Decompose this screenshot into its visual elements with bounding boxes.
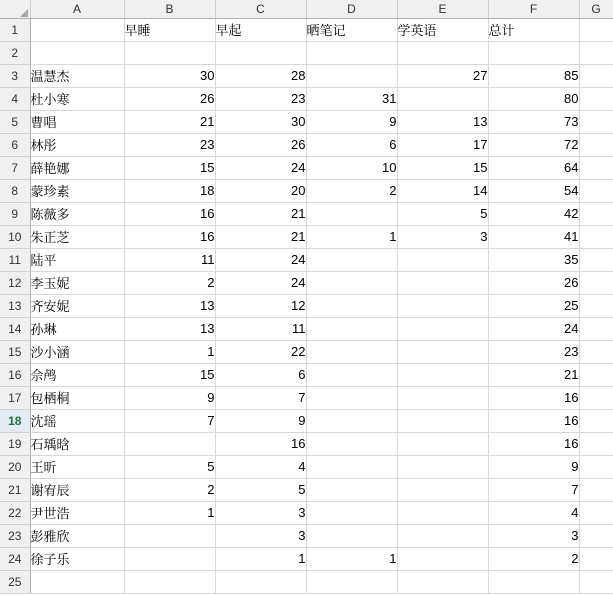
cell-g21[interactable] (579, 478, 613, 501)
cell-c13[interactable]: 12 (215, 294, 306, 317)
cell-c7[interactable]: 24 (215, 156, 306, 179)
cell-a9[interactable]: 陈薇多 (30, 202, 124, 225)
column-header-e[interactable]: E (397, 0, 488, 18)
table-row[interactable] (0, 271, 613, 294)
cell-c25[interactable] (215, 570, 306, 593)
cell-c14[interactable]: 11 (215, 317, 306, 340)
cell-d3[interactable] (306, 64, 397, 87)
column-header-c[interactable]: C (215, 0, 306, 18)
cell-f18[interactable]: 16 (488, 409, 579, 432)
row-header-1[interactable]: 1 (0, 18, 30, 41)
cell-f2[interactable] (488, 41, 579, 64)
cell-g8[interactable] (579, 179, 613, 202)
cell-g12[interactable] (579, 271, 613, 294)
column-header-g[interactable]: G (579, 0, 613, 18)
cell-e2[interactable] (397, 41, 488, 64)
cell-b9[interactable]: 16 (124, 202, 215, 225)
cell-f16[interactable]: 21 (488, 363, 579, 386)
cell-b17[interactable]: 9 (124, 386, 215, 409)
column-header-f[interactable]: F (488, 0, 579, 18)
table-row[interactable] (0, 409, 613, 432)
cell-d17[interactable] (306, 386, 397, 409)
cell-f12[interactable]: 26 (488, 271, 579, 294)
row-header-5[interactable]: 5 (0, 110, 30, 133)
cell-d23[interactable] (306, 524, 397, 547)
cell-f22[interactable]: 4 (488, 501, 579, 524)
cell-g17[interactable] (579, 386, 613, 409)
table-row[interactable] (0, 386, 613, 409)
cell-c9[interactable]: 21 (215, 202, 306, 225)
row-header-23[interactable]: 23 (0, 524, 30, 547)
table-row[interactable] (0, 570, 613, 593)
row-header-18[interactable]: 18 (0, 409, 30, 432)
cell-a22[interactable]: 尹世浩 (30, 501, 124, 524)
cell-g13[interactable] (579, 294, 613, 317)
cell-a19[interactable]: 石瑀晗 (30, 432, 124, 455)
cell-c3[interactable]: 28 (215, 64, 306, 87)
cell-b3[interactable]: 30 (124, 64, 215, 87)
row-header-10[interactable]: 10 (0, 225, 30, 248)
cell-b8[interactable]: 18 (124, 179, 215, 202)
cell-f3[interactable]: 85 (488, 64, 579, 87)
cell-a17[interactable]: 包栖桐 (30, 386, 124, 409)
row-header-2[interactable]: 2 (0, 41, 30, 64)
table-row[interactable] (0, 524, 613, 547)
cell-g1[interactable] (579, 18, 613, 41)
cell-e21[interactable] (397, 478, 488, 501)
cell-f25[interactable] (488, 570, 579, 593)
cell-b21[interactable]: 2 (124, 478, 215, 501)
cell-f1[interactable]: 总计 (488, 18, 579, 41)
cell-f20[interactable]: 9 (488, 455, 579, 478)
cell-c5[interactable]: 30 (215, 110, 306, 133)
cell-f9[interactable]: 42 (488, 202, 579, 225)
cell-a10[interactable]: 朱正芝 (30, 225, 124, 248)
cell-b10[interactable]: 16 (124, 225, 215, 248)
cell-a21[interactable]: 谢宥辰 (30, 478, 124, 501)
worksheet-body[interactable] (0, 18, 613, 593)
row-header-15[interactable]: 15 (0, 340, 30, 363)
cell-d15[interactable] (306, 340, 397, 363)
cell-e9[interactable]: 5 (397, 202, 488, 225)
cell-g16[interactable] (579, 363, 613, 386)
cell-e17[interactable] (397, 386, 488, 409)
row-header-20[interactable]: 20 (0, 455, 30, 478)
cell-a24[interactable]: 徐子乐 (30, 547, 124, 570)
cell-g5[interactable] (579, 110, 613, 133)
table-row[interactable] (0, 501, 613, 524)
cell-e13[interactable] (397, 294, 488, 317)
table-row[interactable] (0, 248, 613, 271)
cell-c17[interactable]: 7 (215, 386, 306, 409)
cell-a18[interactable]: 沈瑶 (30, 409, 124, 432)
cell-g9[interactable] (579, 202, 613, 225)
cell-f11[interactable]: 35 (488, 248, 579, 271)
cell-e12[interactable] (397, 271, 488, 294)
cell-c22[interactable]: 3 (215, 501, 306, 524)
cell-g3[interactable] (579, 64, 613, 87)
row-header-8[interactable]: 8 (0, 179, 30, 202)
cell-d4[interactable]: 31 (306, 87, 397, 110)
cell-b24[interactable] (124, 547, 215, 570)
cell-c10[interactable]: 21 (215, 225, 306, 248)
cell-a5[interactable]: 曹唱 (30, 110, 124, 133)
table-row[interactable] (0, 340, 613, 363)
cell-b18[interactable]: 7 (124, 409, 215, 432)
cell-a14[interactable]: 孙琳 (30, 317, 124, 340)
cell-g14[interactable] (579, 317, 613, 340)
cell-b20[interactable]: 5 (124, 455, 215, 478)
cell-c20[interactable]: 4 (215, 455, 306, 478)
cell-b22[interactable]: 1 (124, 501, 215, 524)
cell-d7[interactable]: 10 (306, 156, 397, 179)
table-row[interactable] (0, 455, 613, 478)
cell-e25[interactable] (397, 570, 488, 593)
cell-b23[interactable] (124, 524, 215, 547)
table-row[interactable] (0, 317, 613, 340)
select-all-triangle-icon (20, 9, 28, 17)
table-row[interactable] (0, 110, 613, 133)
row-header-21[interactable]: 21 (0, 478, 30, 501)
row-header-11[interactable]: 11 (0, 248, 30, 271)
column-header-d[interactable]: D (306, 0, 397, 18)
cell-a15[interactable]: 沙小涵 (30, 340, 124, 363)
table-row[interactable] (0, 363, 613, 386)
cell-d2[interactable] (306, 41, 397, 64)
table-row[interactable] (0, 478, 613, 501)
cell-e16[interactable] (397, 363, 488, 386)
cell-b12[interactable]: 2 (124, 271, 215, 294)
table-row[interactable] (0, 225, 613, 248)
cell-d20[interactable] (306, 455, 397, 478)
row-header-25[interactable]: 25 (0, 570, 30, 593)
cell-e7[interactable]: 15 (397, 156, 488, 179)
cell-c2[interactable] (215, 41, 306, 64)
cell-f4[interactable]: 80 (488, 87, 579, 110)
row-header-16[interactable]: 16 (0, 363, 30, 386)
row-header-7[interactable]: 7 (0, 156, 30, 179)
cell-e4[interactable] (397, 87, 488, 110)
cell-e5[interactable]: 13 (397, 110, 488, 133)
cell-c24[interactable]: 1 (215, 547, 306, 570)
cell-e14[interactable] (397, 317, 488, 340)
cell-d21[interactable] (306, 478, 397, 501)
cell-f21[interactable]: 7 (488, 478, 579, 501)
table-row[interactable] (0, 179, 613, 202)
cell-g24[interactable] (579, 547, 613, 570)
table-row[interactable] (0, 18, 613, 41)
cell-e1[interactable]: 学英语 (397, 18, 488, 41)
table-row[interactable] (0, 156, 613, 179)
table-row[interactable] (0, 133, 613, 156)
row-header-3[interactable]: 3 (0, 64, 30, 87)
cell-b7[interactable]: 15 (124, 156, 215, 179)
cell-d14[interactable] (306, 317, 397, 340)
cell-a8[interactable]: 蒙珍素 (30, 179, 124, 202)
cell-a16[interactable]: 佘鸬 (30, 363, 124, 386)
cell-a13[interactable]: 齐安妮 (30, 294, 124, 317)
cell-d5[interactable]: 9 (306, 110, 397, 133)
cell-d6[interactable]: 6 (306, 133, 397, 156)
cell-e8[interactable]: 14 (397, 179, 488, 202)
table-row[interactable] (0, 432, 613, 455)
cell-d9[interactable] (306, 202, 397, 225)
cell-a11[interactable]: 陆平 (30, 248, 124, 271)
cell-f5[interactable]: 73 (488, 110, 579, 133)
cell-b16[interactable]: 15 (124, 363, 215, 386)
cell-c15[interactable]: 22 (215, 340, 306, 363)
row-header-24[interactable]: 24 (0, 547, 30, 570)
cell-b25[interactable] (124, 570, 215, 593)
cell-d16[interactable] (306, 363, 397, 386)
cell-a20[interactable]: 王昕 (30, 455, 124, 478)
column-header-b[interactable]: B (124, 0, 215, 18)
cell-c11[interactable]: 24 (215, 248, 306, 271)
cell-f14[interactable]: 24 (488, 317, 579, 340)
cell-a25[interactable] (30, 570, 124, 593)
select-all-button[interactable] (0, 0, 30, 18)
table-row[interactable] (0, 41, 613, 64)
cell-e10[interactable]: 3 (397, 225, 488, 248)
cell-a2[interactable] (30, 41, 124, 64)
cell-f10[interactable]: 41 (488, 225, 579, 248)
cell-g20[interactable] (579, 455, 613, 478)
cell-c19[interactable]: 16 (215, 432, 306, 455)
cell-e20[interactable] (397, 455, 488, 478)
cell-f23[interactable]: 3 (488, 524, 579, 547)
cell-c18[interactable]: 9 (215, 409, 306, 432)
cell-c8[interactable]: 20 (215, 179, 306, 202)
cell-g4[interactable] (579, 87, 613, 110)
cell-e23[interactable] (397, 524, 488, 547)
cell-c21[interactable]: 5 (215, 478, 306, 501)
cell-e15[interactable] (397, 340, 488, 363)
cell-a7[interactable]: 薛艳娜 (30, 156, 124, 179)
cell-d18[interactable] (306, 409, 397, 432)
cell-c12[interactable]: 24 (215, 271, 306, 294)
table-row[interactable] (0, 64, 613, 87)
cell-c4[interactable]: 23 (215, 87, 306, 110)
cell-d10[interactable]: 1 (306, 225, 397, 248)
cell-g7[interactable] (579, 156, 613, 179)
cell-e19[interactable] (397, 432, 488, 455)
cell-b11[interactable]: 11 (124, 248, 215, 271)
cell-f17[interactable]: 16 (488, 386, 579, 409)
table-row[interactable] (0, 202, 613, 225)
cell-c1[interactable]: 早起 (215, 18, 306, 41)
cell-b14[interactable]: 13 (124, 317, 215, 340)
cell-e22[interactable] (397, 501, 488, 524)
cell-f8[interactable]: 54 (488, 179, 579, 202)
cell-a6[interactable]: 林彤 (30, 133, 124, 156)
cell-b5[interactable]: 21 (124, 110, 215, 133)
cell-d1[interactable]: 晒笔记 (306, 18, 397, 41)
cell-g15[interactable] (579, 340, 613, 363)
table-row[interactable] (0, 547, 613, 570)
cell-a23[interactable]: 彭雅欣 (30, 524, 124, 547)
cell-d19[interactable] (306, 432, 397, 455)
cell-c16[interactable]: 6 (215, 363, 306, 386)
cell-d25[interactable] (306, 570, 397, 593)
cell-d22[interactable] (306, 501, 397, 524)
cell-g23[interactable] (579, 524, 613, 547)
cell-g2[interactable] (579, 41, 613, 64)
cell-f7[interactable]: 64 (488, 156, 579, 179)
cell-b1[interactable]: 早睡 (124, 18, 215, 41)
cell-d24[interactable]: 1 (306, 547, 397, 570)
row-header-9[interactable]: 9 (0, 202, 30, 225)
cell-e11[interactable] (397, 248, 488, 271)
row-header-19[interactable]: 19 (0, 432, 30, 455)
cell-e18[interactable] (397, 409, 488, 432)
row-header-13[interactable]: 13 (0, 294, 30, 317)
cell-f15[interactable]: 23 (488, 340, 579, 363)
cell-b13[interactable]: 13 (124, 294, 215, 317)
cell-a3[interactable]: 温慧杰 (30, 64, 124, 87)
cell-d11[interactable] (306, 248, 397, 271)
column-header-row[interactable] (0, 0, 613, 18)
row-header-14[interactable]: 14 (0, 317, 30, 340)
cell-g10[interactable] (579, 225, 613, 248)
cell-b4[interactable]: 26 (124, 87, 215, 110)
cell-a12[interactable]: 李玉妮 (30, 271, 124, 294)
row-header-6[interactable]: 6 (0, 133, 30, 156)
cell-b15[interactable]: 1 (124, 340, 215, 363)
cell-a4[interactable]: 杜小寒 (30, 87, 124, 110)
cell-d12[interactable] (306, 271, 397, 294)
row-header-4[interactable]: 4 (0, 87, 30, 110)
cell-a1[interactable] (30, 18, 124, 41)
cell-e24[interactable] (397, 547, 488, 570)
row-header-22[interactable]: 22 (0, 501, 30, 524)
cell-b19[interactable] (124, 432, 215, 455)
column-header-a[interactable]: A (30, 0, 124, 18)
cell-g19[interactable] (579, 432, 613, 455)
table-row[interactable] (0, 294, 613, 317)
cell-e3[interactable]: 27 (397, 64, 488, 87)
cell-b2[interactable] (124, 41, 215, 64)
row-header-17[interactable]: 17 (0, 386, 30, 409)
cell-f19[interactable]: 16 (488, 432, 579, 455)
cell-f13[interactable]: 25 (488, 294, 579, 317)
cell-g18[interactable] (579, 409, 613, 432)
cell-d13[interactable] (306, 294, 397, 317)
cell-g11[interactable] (579, 248, 613, 271)
cell-b6[interactable]: 23 (124, 133, 215, 156)
cell-d8[interactable]: 2 (306, 179, 397, 202)
row-header-12[interactable]: 12 (0, 271, 30, 294)
cell-g25[interactable] (579, 570, 613, 593)
cell-f6[interactable]: 72 (488, 133, 579, 156)
cell-e6[interactable]: 17 (397, 133, 488, 156)
cell-g6[interactable] (579, 133, 613, 156)
cell-g22[interactable] (579, 501, 613, 524)
cell-c23[interactable]: 3 (215, 524, 306, 547)
table-row[interactable] (0, 87, 613, 110)
cell-c6[interactable]: 26 (215, 133, 306, 156)
cell-f24[interactable]: 2 (488, 547, 579, 570)
